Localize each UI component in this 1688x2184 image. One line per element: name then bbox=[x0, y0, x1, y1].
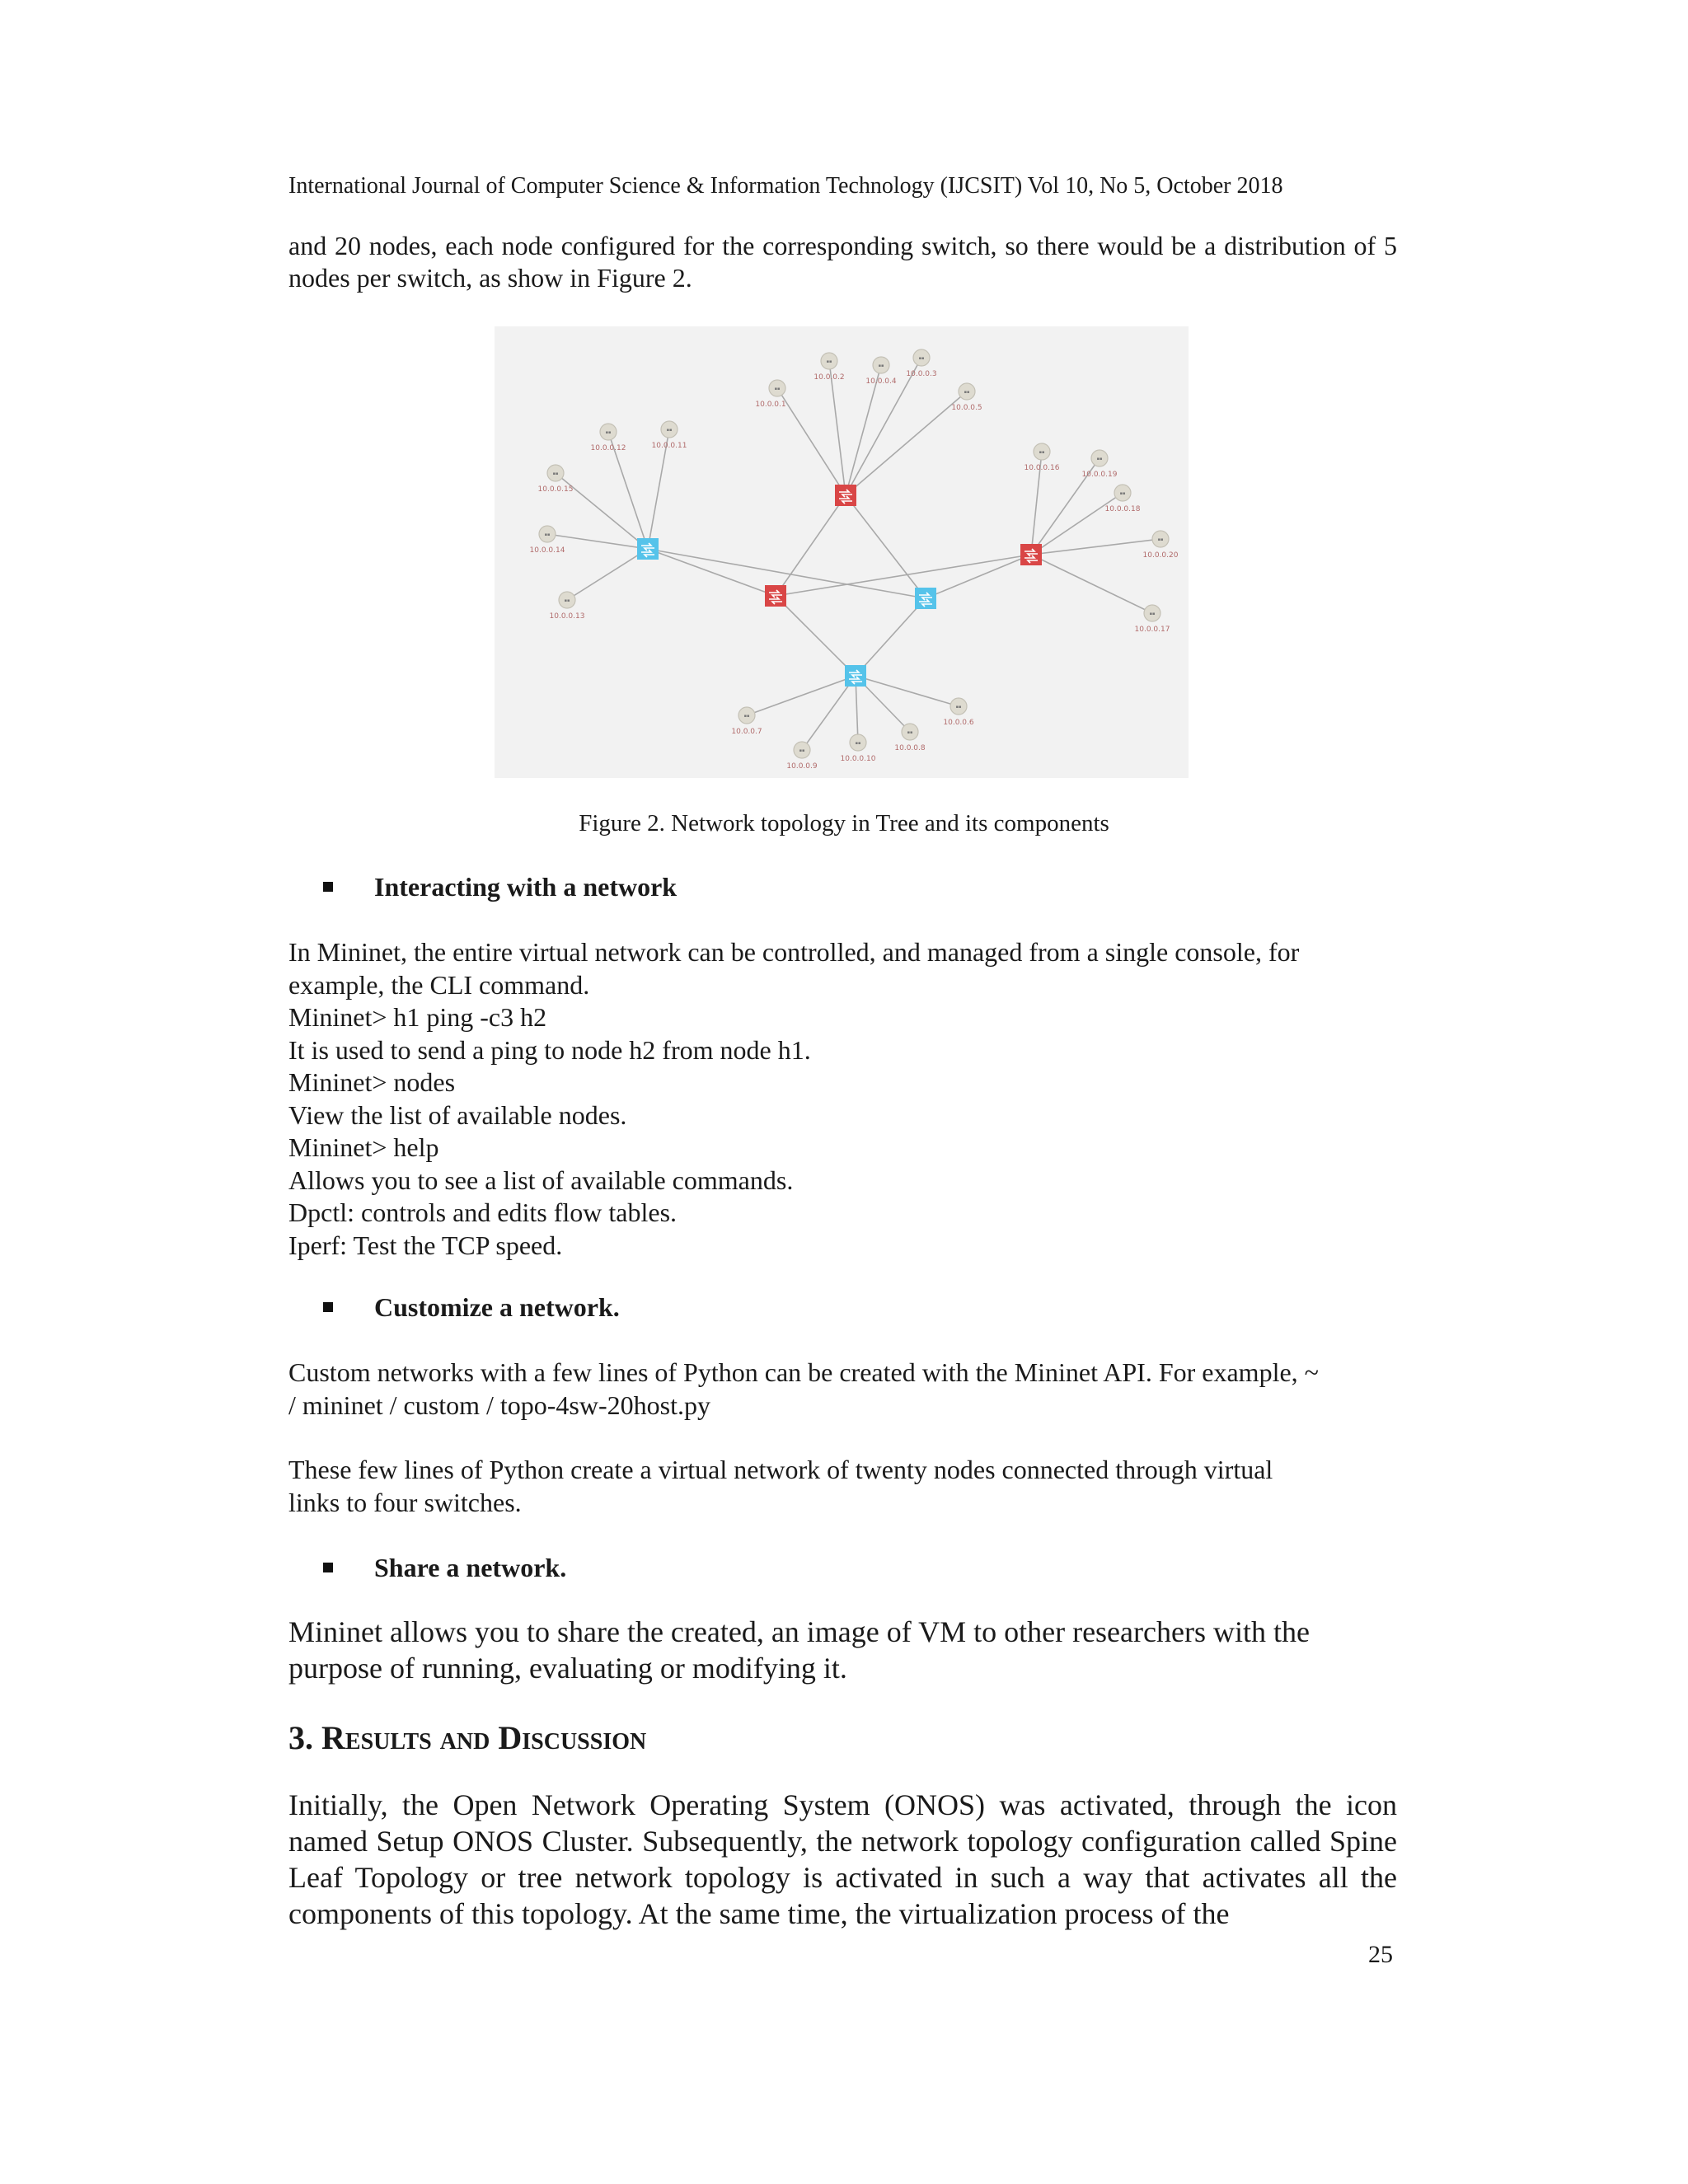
host-node[interactable] bbox=[814, 353, 844, 382]
text-line: Custom networks with a few lines of Python can be created with the Mininet API. For example, ~ bbox=[288, 1357, 1319, 1387]
host-node[interactable] bbox=[1143, 531, 1179, 560]
command-line: Mininet> h1 ping -c3 h2 bbox=[288, 1002, 547, 1032]
host-label: 10.0.0.1 bbox=[755, 401, 786, 409]
switch-link bbox=[776, 495, 846, 596]
text-line: purpose of running, evaluating or modifying it. bbox=[288, 1652, 847, 1685]
bullet-square-icon bbox=[323, 882, 333, 892]
interacting-body bbox=[288, 936, 1299, 1262]
switch-node[interactable] bbox=[835, 485, 856, 506]
host-glyph: ▪▪ bbox=[855, 741, 861, 746]
text-line: example, the CLI command. bbox=[288, 969, 590, 1000]
host-node[interactable] bbox=[538, 465, 574, 494]
command-line: Mininet> nodes bbox=[288, 1067, 456, 1097]
switch-link bbox=[776, 555, 1031, 596]
host-glyph: ▪▪ bbox=[1039, 450, 1045, 455]
switch-link bbox=[926, 555, 1031, 598]
switch-icon bbox=[637, 538, 659, 560]
host-label: 10.0.0.20 bbox=[1142, 551, 1179, 560]
host-node[interactable] bbox=[786, 742, 817, 771]
host-glyph: ▪▪ bbox=[964, 390, 970, 395]
host-label: 10.0.0.14 bbox=[529, 546, 565, 555]
host-node[interactable] bbox=[951, 383, 982, 412]
host-glyph: ▪▪ bbox=[743, 714, 750, 719]
journal-header: International Journal of Computer Science & Information Technology (IJCSIT) Vol 10, No 5, October 2018 bbox=[288, 173, 1283, 199]
figure-caption: Figure 2. Network topology in Tree and its components bbox=[579, 810, 1109, 837]
command-line: Mininet> help bbox=[288, 1132, 439, 1162]
bullet-heading-customize bbox=[323, 1292, 620, 1323]
host-link bbox=[774, 387, 846, 495]
host-link bbox=[802, 676, 856, 750]
host-link bbox=[846, 391, 967, 495]
host-glyph: ▪▪ bbox=[799, 748, 805, 753]
section-number: 3. bbox=[288, 1719, 313, 1756]
host-label: 10.0.0.2 bbox=[814, 373, 845, 382]
host-label: 10.0.0.9 bbox=[786, 762, 818, 771]
switch-icon bbox=[1020, 544, 1042, 565]
results-paragraph: Initially, the Open Network Operating System (ONOS) was activated, through the icon named Setup ONOS Cluster. Subsequently, the network topology configuration called Spine Leaf Topology or tree network topology is activated in such a way that activates all the components of this topology. At the same time, the virtualization process of the bbox=[288, 1788, 1397, 1930]
host-node[interactable] bbox=[943, 698, 973, 727]
switch-link bbox=[776, 596, 856, 676]
switch-link bbox=[856, 598, 926, 676]
text-line: links to four switches. bbox=[288, 1487, 522, 1517]
customize-paragraph-2 bbox=[288, 1454, 1273, 1519]
switch-icon bbox=[835, 485, 856, 506]
host-label: 10.0.0.16 bbox=[1024, 464, 1060, 472]
section-heading: Results and Discussion bbox=[321, 1719, 647, 1756]
switch-node[interactable] bbox=[845, 665, 866, 687]
host-glyph: ▪▪ bbox=[1149, 612, 1156, 616]
host-node[interactable] bbox=[530, 526, 565, 555]
host-node[interactable] bbox=[652, 421, 687, 450]
host-label: 10.0.0.5 bbox=[951, 404, 982, 412]
host-node[interactable] bbox=[1082, 450, 1118, 479]
host-label: 10.0.0.12 bbox=[590, 444, 626, 452]
host-glyph: ▪▪ bbox=[544, 532, 551, 537]
text-line: Dpctl: controls and edits flow tables. bbox=[288, 1197, 678, 1227]
section-title bbox=[288, 1718, 646, 1757]
host-glyph: ▪▪ bbox=[918, 356, 925, 361]
text-line: In Mininet, the entire virtual network can be controlled, and managed from a single console, for bbox=[288, 937, 1300, 967]
host-node[interactable] bbox=[1025, 443, 1060, 472]
heading-text: Customize a network. bbox=[374, 1292, 620, 1322]
text-line: / mininet / custom / topo-4sw-20host.py bbox=[288, 1390, 710, 1420]
bullet-square-icon bbox=[323, 1302, 333, 1312]
text-line: Allows you to see a list of available commands. bbox=[288, 1165, 794, 1195]
switch-node[interactable] bbox=[915, 588, 936, 609]
page-number: 25 bbox=[1368, 1941, 1393, 1968]
host-node[interactable] bbox=[894, 724, 925, 752]
host-node[interactable] bbox=[865, 357, 896, 386]
host-label: 10.0.0.11 bbox=[651, 442, 687, 450]
host-label: 10.0.0.15 bbox=[537, 485, 574, 494]
host-glyph: ▪▪ bbox=[605, 430, 612, 435]
switch-node[interactable] bbox=[637, 538, 659, 560]
host-label: 10.0.0.18 bbox=[1104, 505, 1141, 513]
host-node[interactable] bbox=[841, 734, 876, 763]
host-glyph: ▪▪ bbox=[1096, 457, 1103, 462]
host-label: 10.0.0.13 bbox=[549, 612, 585, 621]
host-label: 10.0.0.7 bbox=[731, 728, 762, 736]
host-label: 10.0.0.8 bbox=[894, 744, 926, 752]
host-node[interactable] bbox=[591, 424, 626, 452]
host-glyph: ▪▪ bbox=[552, 471, 559, 476]
host-label: 10.0.0.6 bbox=[943, 719, 974, 727]
text-line: It is used to send a ping to node h2 from node h1. bbox=[288, 1034, 811, 1065]
switch-icon bbox=[845, 665, 866, 687]
host-glyph: ▪▪ bbox=[564, 598, 570, 603]
host-glyph: ▪▪ bbox=[1119, 491, 1126, 496]
text-line: Mininet allows you to share the created, an image of VM to other researchers with the bbox=[288, 1615, 1310, 1648]
share-paragraph bbox=[288, 1614, 1310, 1686]
host-glyph: ▪▪ bbox=[666, 428, 673, 433]
host-node[interactable] bbox=[1135, 605, 1170, 634]
host-link bbox=[1031, 555, 1152, 613]
intro-paragraph: and 20 nodes, each node configured for the corresponding switch, so there would be a distribution of 5 nodes per switch, as show in Figure 2. bbox=[288, 231, 1397, 293]
host-label: 10.0.0.3 bbox=[906, 370, 937, 378]
switch-link bbox=[648, 549, 926, 598]
host-node[interactable] bbox=[906, 349, 936, 378]
bullet-square-icon bbox=[323, 1563, 333, 1572]
heading-text: Interacting with a network bbox=[374, 872, 678, 902]
host-label: 10.0.0.10 bbox=[840, 755, 876, 763]
host-node[interactable] bbox=[1105, 485, 1141, 513]
bullet-heading-share bbox=[323, 1553, 566, 1583]
host-node[interactable] bbox=[550, 592, 585, 621]
host-glyph: ▪▪ bbox=[955, 705, 962, 710]
host-link bbox=[567, 549, 648, 600]
hosts-layer bbox=[530, 349, 1179, 771]
host-label: 10.0.0.4 bbox=[865, 377, 897, 386]
host-link bbox=[747, 676, 856, 715]
text-line: View the list of available nodes. bbox=[288, 1099, 627, 1130]
customize-paragraph-1 bbox=[288, 1357, 1319, 1422]
host-label: 10.0.0.17 bbox=[1134, 626, 1170, 634]
network-topology-figure bbox=[495, 326, 1189, 778]
host-node[interactable] bbox=[755, 380, 785, 409]
switch-icon bbox=[915, 588, 936, 609]
text-line: Iperf: Test the TCP speed. bbox=[288, 1230, 563, 1260]
host-glyph: ▪▪ bbox=[1157, 537, 1164, 542]
host-glyph: ▪▪ bbox=[774, 387, 781, 391]
bullet-heading-interacting bbox=[323, 872, 677, 902]
heading-text: Share a network. bbox=[374, 1553, 567, 1582]
switch-node[interactable] bbox=[765, 585, 786, 607]
switch-link bbox=[648, 549, 776, 596]
host-glyph: ▪▪ bbox=[907, 730, 913, 735]
text-line: These few lines of Python create a virtual network of twenty nodes connected through virtual bbox=[288, 1455, 1273, 1484]
host-label: 10.0.0.19 bbox=[1081, 471, 1118, 479]
host-glyph: ▪▪ bbox=[878, 363, 884, 368]
switch-icon bbox=[765, 585, 786, 607]
switch-node[interactable] bbox=[1020, 544, 1042, 565]
host-glyph: ▪▪ bbox=[826, 359, 832, 364]
